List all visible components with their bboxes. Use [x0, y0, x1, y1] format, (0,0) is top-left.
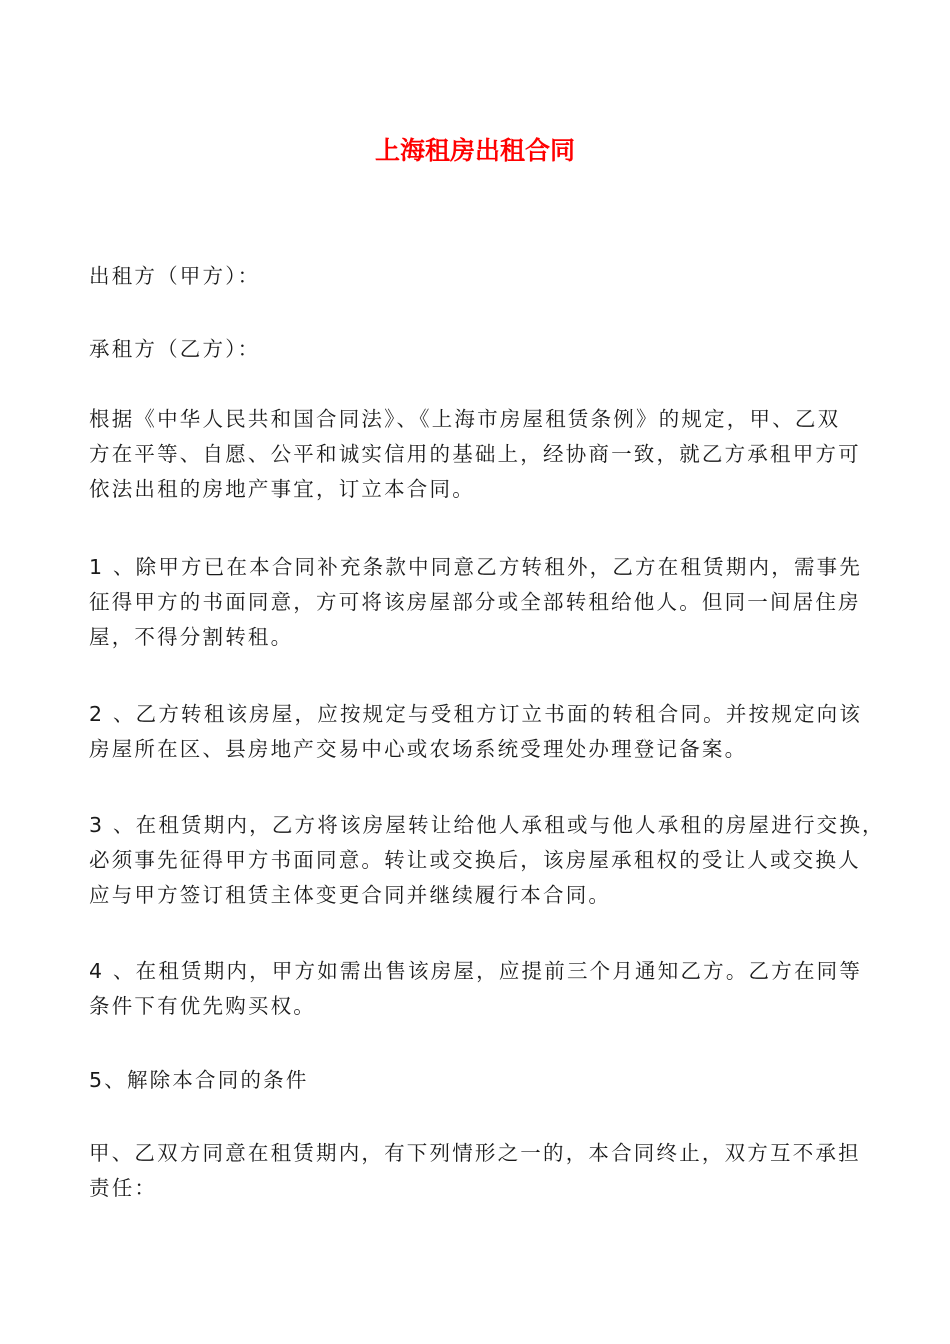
document-title: 上海租房出租合同 [374, 136, 575, 165]
clause-5-body-line: 甲、乙双方同意在租赁期内，有下列情形之一的，本合同终止，双方互不承担 [89, 1141, 861, 1165]
clause-4-line: 条件下有优先购买权。 [89, 994, 316, 1018]
preamble-line: 方在平等、自愿、公平和诚实信用的基础上，经协商一致，就乙方承租甲方可 [89, 442, 861, 466]
clause-5-body-line: 责任： [89, 1176, 158, 1200]
clause-5-body-paragraph [89, 1136, 864, 1206]
preamble-line: 依法出租的房地产事宜，订立本合同。 [89, 477, 475, 501]
clause-1-line: 屋，不得分割转租。 [89, 625, 294, 649]
clause-1-paragraph [89, 550, 864, 655]
clause-3-paragraph [89, 808, 885, 913]
preamble-line: 根据《中华人民共和国合同法》、《上海市房屋租赁条例》的规定，甲、乙双 [89, 407, 841, 431]
clause-4-paragraph [89, 954, 864, 1024]
clause-1-line: 1 、除甲方已在本合同补充条款中同意乙方转租外，乙方在租赁期内，需事先 [89, 555, 863, 579]
party-b-line [89, 332, 864, 367]
party-a-line [89, 259, 864, 294]
clause-2-line: 房屋所在区、县房地产交易中心或农场系统受理处办理登记备案。 [89, 737, 748, 761]
clause-5-heading-text: 5、解除本合同的条件 [89, 1068, 309, 1092]
clause-3-line: 必须事先征得甲方书面同意。转让或交换后，该房屋承租权的受让人或交换人 [89, 848, 861, 872]
clause-5-heading [89, 1063, 864, 1098]
preamble-paragraph [89, 402, 864, 507]
party-a-label: 出租方（甲方）： [89, 264, 261, 288]
party-b-label: 承租方（乙方）： [89, 337, 261, 361]
clause-2-paragraph [89, 697, 864, 767]
clause-1-line: 征得甲方的书面同意，方可将该房屋部分或全部转租给他人。但同一间居住房 [89, 590, 861, 614]
clause-3-line: 应与甲方签订租赁主体变更合同并继续履行本合同。 [89, 883, 612, 907]
clause-3-line: 3 、在租赁期内，乙方将该房屋转让给他人承租或与他人承租的房屋进行交换， [89, 813, 885, 837]
clause-2-line: 2 、乙方转租该房屋，应按规定与受租方订立书面的转租合同。并按规定向该 [89, 702, 863, 726]
clause-4-line: 4 、在租赁期内，甲方如需出售该房屋，应提前三个月通知乙方。乙方在同等 [89, 959, 863, 983]
